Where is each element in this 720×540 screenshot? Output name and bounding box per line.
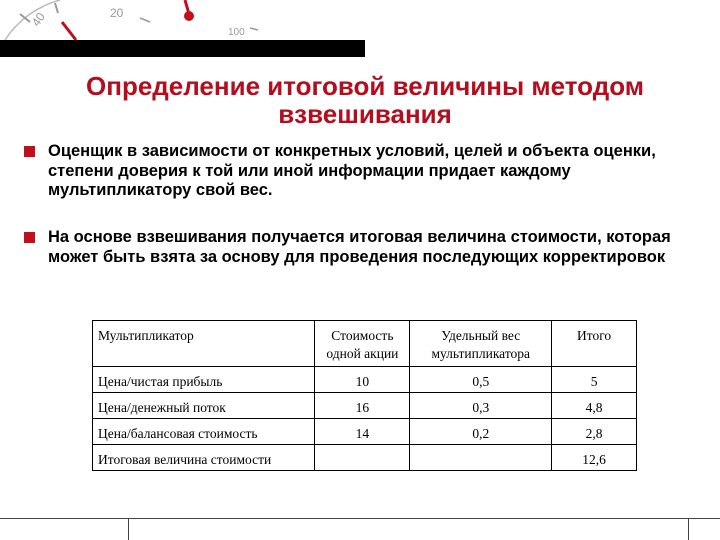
cell-total: 4,8 bbox=[552, 393, 637, 419]
cell-weight: 0,2 bbox=[410, 419, 552, 445]
table-row bbox=[93, 445, 637, 471]
cell-total: 12,6 bbox=[552, 445, 637, 471]
bullet-text: На основе взвешивания получается итоговая величина стоимости, которая может быть взята за основу для проведения последующих корректировок bbox=[48, 228, 671, 266]
table-row bbox=[93, 367, 637, 393]
slide-title: Определение итоговой величины методом взвешивания bbox=[86, 71, 644, 129]
row-label: Цена/балансовая стоимость bbox=[93, 419, 315, 445]
gauge-label-20: 20 bbox=[110, 6, 124, 20]
cell-weight: 0,5 bbox=[410, 367, 552, 393]
gauge-label-40: 40 bbox=[28, 9, 48, 29]
multiplier-table bbox=[92, 320, 637, 471]
bullet-text: Оценщик в зависимости от конкретных условий, целей и объекта оценки, степени доверия к той или иной информации придает каждому мультипликатору свой вес. bbox=[48, 142, 656, 199]
header-weight: Удельный вес мультипликатора bbox=[410, 321, 552, 367]
cell-total: 2,8 bbox=[552, 419, 637, 445]
footer-divider-tick bbox=[688, 518, 689, 540]
row-label: Цена/чистая прибыль bbox=[93, 367, 315, 393]
table-row bbox=[93, 419, 637, 445]
row-label: Итоговая величина стоимости bbox=[93, 445, 315, 471]
row-label: Цена/денежный поток bbox=[93, 393, 315, 419]
bullet-item bbox=[20, 142, 710, 201]
footer-divider bbox=[0, 518, 720, 519]
bullet-item bbox=[20, 228, 710, 267]
header-total: Итого bbox=[552, 321, 637, 367]
gauge-decoration bbox=[0, 0, 300, 40]
cell-weight: 0,3 bbox=[410, 393, 552, 419]
table-row bbox=[93, 393, 637, 419]
header-share-price: Стоимость одной акции bbox=[315, 321, 410, 367]
table-header-row bbox=[93, 321, 637, 367]
cell-share-price bbox=[315, 445, 410, 471]
gauge-label-100: 100 bbox=[228, 27, 245, 38]
square-bullet-icon bbox=[24, 146, 35, 157]
cell-share-price: 16 bbox=[315, 393, 410, 419]
square-bullet-icon bbox=[24, 232, 35, 243]
header-multiplier: Мультипликатор bbox=[93, 321, 315, 367]
footer-divider-tick bbox=[128, 518, 129, 540]
cell-weight bbox=[410, 445, 552, 471]
cell-total: 5 bbox=[552, 367, 637, 393]
header-bar bbox=[0, 40, 365, 57]
cell-share-price: 14 bbox=[315, 419, 410, 445]
cell-share-price: 10 bbox=[315, 367, 410, 393]
